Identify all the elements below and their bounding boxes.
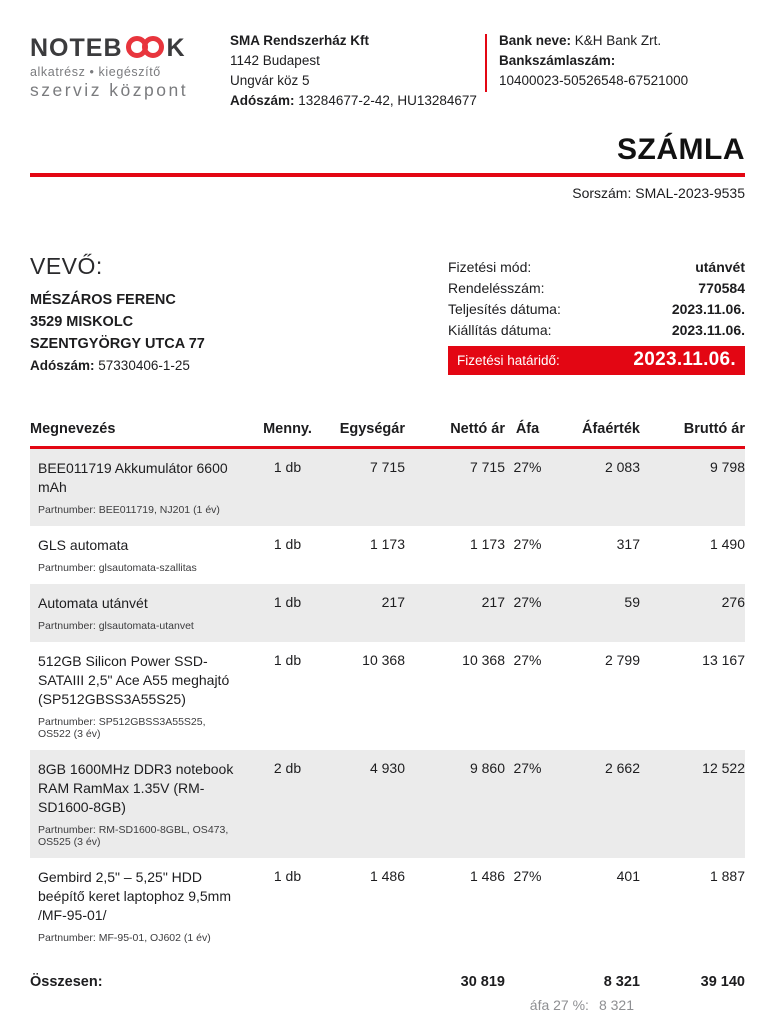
- item-gross: 12 522: [702, 760, 745, 776]
- invoice-table-body: [30, 448, 745, 955]
- item-vat-rate: 27%: [513, 652, 542, 668]
- notebook-logo: [30, 28, 200, 101]
- item-gross: 13 167: [702, 652, 745, 668]
- item-gross: 1 887: [709, 868, 745, 884]
- seller-tax-line: [230, 91, 485, 111]
- col-header-vat-value: Áfaérték: [550, 421, 640, 448]
- item-partnumber: Partnumber: SP512GBSS3A55S25, OS522 (3 év): [38, 716, 206, 740]
- item-quantity: 2 db: [273, 760, 302, 776]
- invoice-line-item: [30, 642, 745, 750]
- col-header-name: Megnevezés: [30, 421, 255, 448]
- due-label: Fizetési határidő:: [457, 352, 560, 368]
- item-net: 7 715: [469, 459, 505, 475]
- infinity-rings-icon: [123, 32, 167, 64]
- bank-name-label: Bank neve:: [499, 33, 572, 48]
- logo-text-prefix: NOTEB: [30, 34, 123, 62]
- item-partnumber: Partnumber: glsautomata-utanvet: [38, 620, 194, 632]
- buyer-heading: VEVŐ:: [30, 253, 103, 279]
- payment-row: [448, 320, 745, 341]
- totals-net: 30 819: [460, 974, 505, 990]
- buyer-tax-value: 57330406-1-25: [98, 358, 190, 373]
- table-header-row: [30, 421, 745, 448]
- payment-row: [448, 278, 745, 299]
- item-quantity: 1 db: [273, 652, 302, 668]
- item-partnumber: Partnumber: RM-SD1600-8GBL, OS473, OS525 (3 év): [38, 824, 229, 848]
- totals-gross: 39 140: [700, 974, 745, 990]
- invoice-line-item: [30, 584, 745, 642]
- col-header-unit-price: Egységár: [320, 421, 405, 448]
- item-name: GLS automata: [38, 537, 129, 553]
- item-quantity: 1 db: [273, 459, 302, 475]
- payment-row-label: Fizetési mód:: [448, 259, 532, 275]
- payment-row-label: Teljesítés dátuma:: [448, 301, 561, 317]
- item-unit-price: 1 486: [369, 868, 405, 884]
- payment-row: [448, 257, 745, 278]
- logo-text-suffix: K: [166, 34, 186, 62]
- info-section: [30, 253, 745, 377]
- payment-row-value: 2023.11.06.: [671, 322, 745, 338]
- item-partnumber: Partnumber: MF-95-01, OJ602 (1 év): [38, 932, 211, 944]
- item-unit-price: 1 173: [369, 536, 405, 552]
- totals-vat-value: 8 321: [603, 974, 640, 990]
- buyer-block: [30, 253, 448, 377]
- item-vat-rate: 27%: [513, 459, 542, 475]
- col-header-net: Nettó ár: [405, 421, 505, 448]
- item-vat-rate: 27%: [513, 868, 542, 884]
- totals-label: Összesen:: [30, 974, 103, 990]
- item-unit-price: 217: [381, 594, 405, 610]
- item-gross: 9 798: [709, 459, 745, 475]
- item-unit-price: 10 368: [362, 652, 405, 668]
- item-gross: 1 490: [709, 536, 745, 552]
- vat-note-label: áfa 27 %:: [529, 997, 589, 1013]
- item-vat-value: 59: [624, 594, 640, 610]
- logo-tagline-parts: alkatrész • kiegészítő: [30, 65, 161, 79]
- col-header-qty: Menny.: [255, 421, 320, 448]
- item-net: 9 860: [469, 760, 505, 776]
- vat-note-value: 8 321: [598, 997, 634, 1013]
- title-red-rule: [30, 173, 745, 177]
- buyer-city: 3529 MISKOLC: [30, 314, 134, 330]
- item-vat-value: 401: [616, 868, 640, 884]
- item-vat-rate: 27%: [513, 594, 542, 610]
- vat-breakdown-note: [30, 990, 640, 1013]
- header-red-divider: [485, 34, 487, 92]
- buyer-tax-line: [30, 355, 448, 377]
- title-block: [30, 133, 745, 201]
- item-quantity: 1 db: [273, 536, 302, 552]
- invoice-items-table: [30, 421, 745, 1013]
- logo-tagline-service: szerviz központ: [30, 80, 189, 100]
- serial-line: [30, 185, 745, 201]
- item-name: BEE011719 Akkumulátor 6600 mAh: [38, 460, 228, 495]
- bank-name-value: K&H Bank Zrt.: [574, 33, 662, 48]
- invoice-line-item: [30, 448, 745, 527]
- item-gross: 276: [721, 594, 745, 610]
- payment-block: [448, 253, 745, 377]
- item-net: 217: [481, 594, 505, 610]
- payment-row-value: 2023.11.06.: [671, 301, 745, 317]
- seller-tax-value: 13284677-2-42, HU13284677: [298, 93, 477, 108]
- item-vat-value: 317: [616, 536, 640, 552]
- serial-label: Sorszám:: [572, 185, 632, 201]
- payment-due-banner: [448, 346, 745, 375]
- bank-account-label: Bankszámlaszám:: [499, 53, 616, 68]
- col-header-vat: Áfa: [505, 421, 550, 448]
- item-unit-price: 7 715: [369, 459, 405, 475]
- seller-address-street: Ungvár köz 5: [230, 73, 310, 88]
- item-partnumber: Partnumber: glsautomata-szallitas: [38, 562, 197, 574]
- logo-wordmark: [30, 32, 200, 64]
- item-name: 8GB 1600MHz DDR3 notebook RAM RamMax 1.35V (RM-SD1600-8GB): [38, 761, 234, 815]
- payment-row-value: utánvét: [695, 259, 745, 275]
- invoice-line-item: [30, 750, 745, 858]
- bank-block: [499, 28, 745, 91]
- bank-account-number: 10400023-50526548-67521000: [499, 73, 689, 88]
- totals-row: [30, 954, 745, 990]
- item-vat-value: 2 662: [604, 760, 640, 776]
- payment-row: [448, 299, 745, 320]
- payment-row-label: Kiállítás dátuma:: [448, 322, 552, 338]
- col-header-gross: Bruttó ár: [640, 421, 745, 448]
- payment-row-value: 770584: [698, 280, 745, 296]
- due-value: 2023.11.06.: [633, 349, 736, 370]
- payment-row-label: Rendelésszám:: [448, 280, 545, 296]
- invoice-header: [30, 28, 745, 111]
- item-net: 10 368: [462, 652, 505, 668]
- buyer-tax-label: Adószám:: [30, 358, 95, 373]
- item-name: Automata utánvét: [38, 595, 148, 611]
- invoice-line-item: [30, 858, 745, 954]
- item-name: 512GB Silicon Power SSD-SATAIII 2,5" Ace A55 meghajtó (SP512GBSS3A55S25): [38, 653, 230, 707]
- item-unit-price: 4 930: [369, 760, 405, 776]
- item-vat-value: 2 083: [604, 459, 640, 475]
- item-net: 1 173: [469, 536, 505, 552]
- buyer-name: MÉSZÁROS FERENC: [30, 292, 176, 308]
- item-quantity: 1 db: [273, 594, 302, 610]
- payment-details: [448, 257, 745, 341]
- item-net: 1 486: [469, 868, 505, 884]
- seller-tax-label: Adószám:: [230, 93, 295, 108]
- seller-address-city: 1142 Budapest: [230, 53, 320, 68]
- item-quantity: 1 db: [273, 868, 302, 884]
- document-title: SZÁMLA: [617, 133, 745, 166]
- serial-value: SMAL-2023-9535: [635, 185, 745, 201]
- buyer-street: SZENTGYÖRGY UTCA 77: [30, 336, 205, 352]
- invoice-line-item: [30, 526, 745, 584]
- item-vat-rate: 27%: [513, 760, 542, 776]
- item-vat-value: 2 799: [604, 652, 640, 668]
- vat-breakdown-row: [30, 990, 745, 1013]
- item-vat-rate: 27%: [513, 536, 542, 552]
- item-name: Gembird 2,5" – 5,25" HDD beépítő keret laptophoz 9,5mm /MF-95-01/: [38, 869, 232, 923]
- item-partnumber: Partnumber: BEE011719, NJ201 (1 év): [38, 504, 220, 516]
- seller-name: SMA Rendszerház Kft: [230, 33, 370, 48]
- seller-block: [200, 28, 485, 111]
- bank-name-line: [499, 31, 745, 51]
